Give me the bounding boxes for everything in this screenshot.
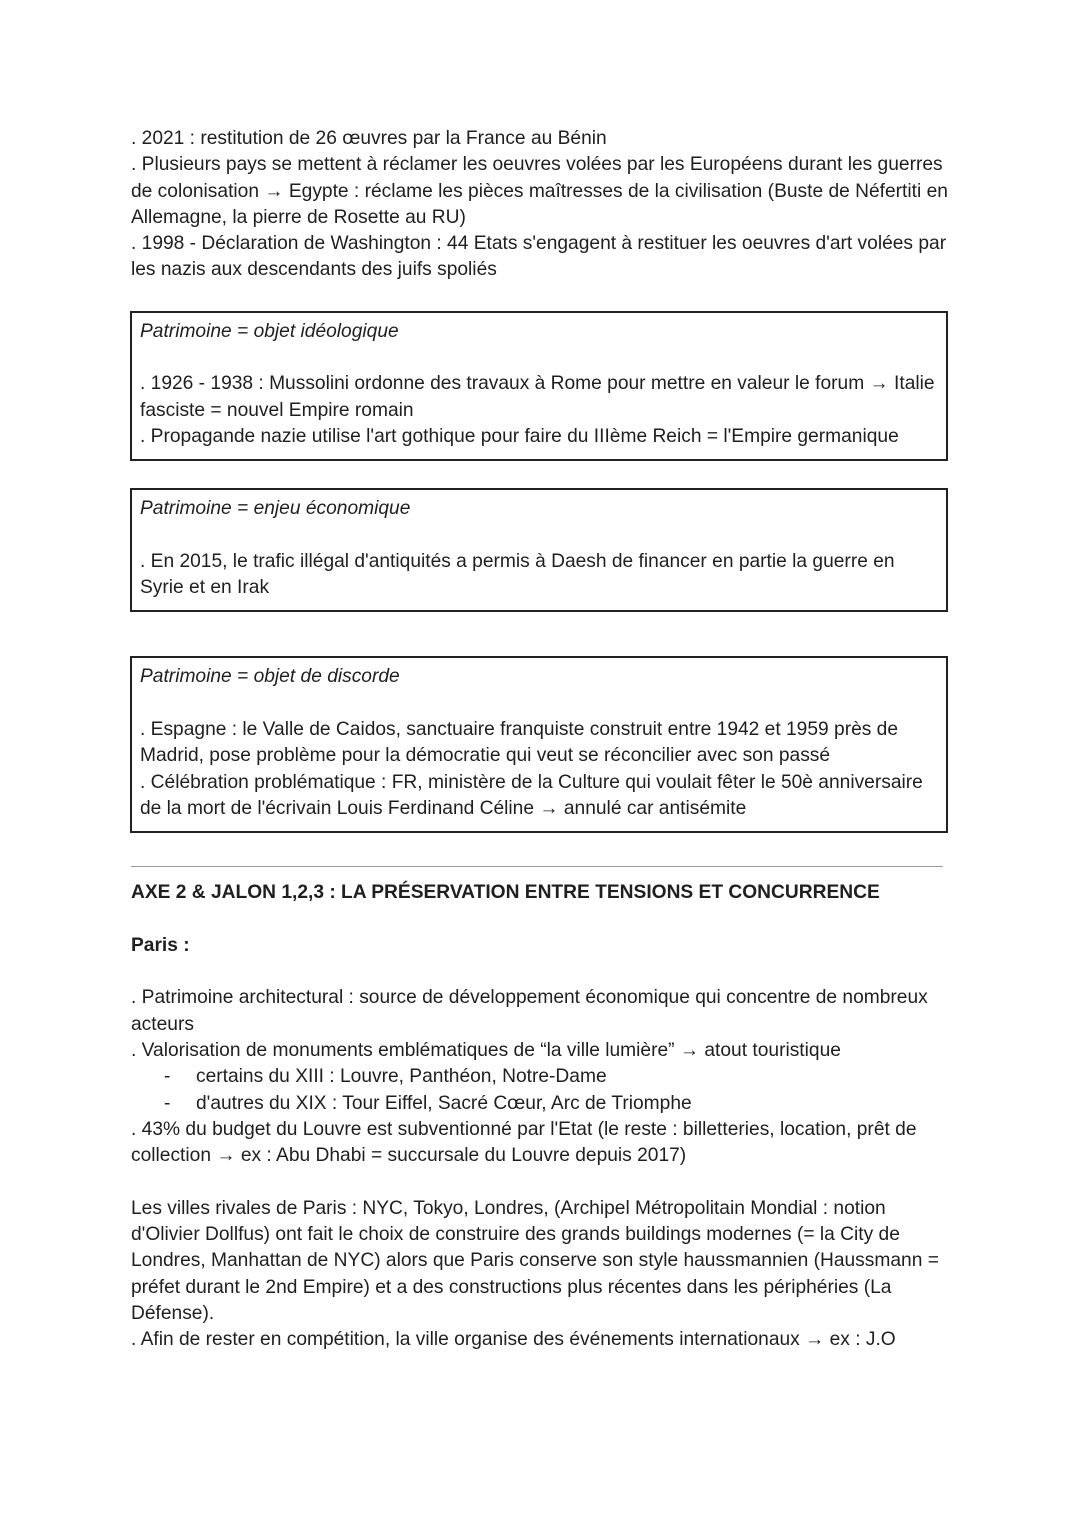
dash-bullet: - [164,1066,171,1088]
box-line: . Propagande nazie utilise l'art gothique pour faire du IIIème Reich = l'Empire germanique [140,425,899,447]
intro-line-reclamations: . Plusieurs pays se mettent à réclamer les oeuvres volées par les Européens durant les guerres de colonisation → Egypte : réclame les pièces maîtresses de la civilisation (Buste de Néfertiti en Allemagne, la pierre de Rosette au RU) [131,154,948,228]
list-item [131,1064,951,1090]
rivals-line-competition: . Afin de rester en compétition, la ville organise des événements internationaux → ex : J.O [131,1329,896,1351]
list-item [131,1091,951,1117]
horizontal-divider [131,866,943,867]
box-title: Patrimoine = enjeu économique [140,498,411,520]
box-discorde [130,656,948,833]
section-heading: AXE 2 & JALON 1,2,3 : LA PRÉSERVATION ENTRE TENSIONS ET CONCURRENCE [131,882,880,904]
box-economique [130,488,948,612]
document-page [131,126,951,1354]
box-title: Patrimoine = objet idéologique [140,320,399,342]
box-ideologique [130,311,948,461]
box-line: . 1926 - 1938 : Mussolini ordonne des travaux à Rome pour mettre en valeur le forum → Italie fasciste = nouvel Empire romain [140,373,935,421]
rivals-paragraph: Les villes rivales de Paris : NYC, Tokyo, Londres, (Archipel Métropolitain Mondial : notion d'Olivier Dollfus) ont fait le choix de construire des grands buildings modernes (= la City de Londres, Manhattan de NYC) alors que Paris conserve son style haussmannien (Haussmann = préfet durant le 2nd Empire) et a des constructions plus récentes dans les périphéries (La Défense). [131,1197,939,1324]
paris-line-valorisation: . Valorisation de monuments emblématiques de “la ville lumière” → atout touristique [131,1040,841,1062]
dash-bullet: - [164,1092,171,1114]
intro-line-washington: . 1998 - Déclaration de Washington : 44 Etats s'engagent à restituer les oeuvres d'art volées par les nazis aux descendants des juifs spoliés [131,233,947,281]
list-item-text: certains du XIII : Louvre, Panthéon, Notre-Dame [196,1066,607,1088]
intro-line-restitution: . 2021 : restitution de 26 œuvres par la France au Bénin [131,128,607,149]
paris-line-patrimoine: . Patrimoine architectural : source de développement économique qui concentre de nombreux acteurs [131,987,928,1035]
subheading-paris: Paris : [131,934,190,956]
box-line: . En 2015, le trafic illégal d'antiquités a permis à Daesh de financer en partie la guerre en Syrie et en Irak [140,550,895,599]
box-line: . Espagne : le Valle de Caidos, sanctuaire franquiste construit entre 1942 et 1959 près de Madrid, pose problème pour la démocratie qui veut se réconcilier avec son passé [140,719,899,767]
paris-line-budget: . 43% du budget du Louvre est subventionné par l'Etat (le reste : billetteries, location, prêt de collection → ex : Abu Dhabi = succursale du Louvre depuis 2017) [131,1118,917,1167]
list-item-text: d'autres du XIX : Tour Eiffel, Sacré Cœur, Arc de Triomphe [196,1092,692,1114]
box-title: Patrimoine = objet de discorde [140,666,400,688]
box-line: . Célébration problématique : FR, ministère de la Culture qui voulait fêter le 50è anniversaire de la mort de l'écrivain Louis Ferdinand Céline → annulé car antisémite [140,771,923,819]
